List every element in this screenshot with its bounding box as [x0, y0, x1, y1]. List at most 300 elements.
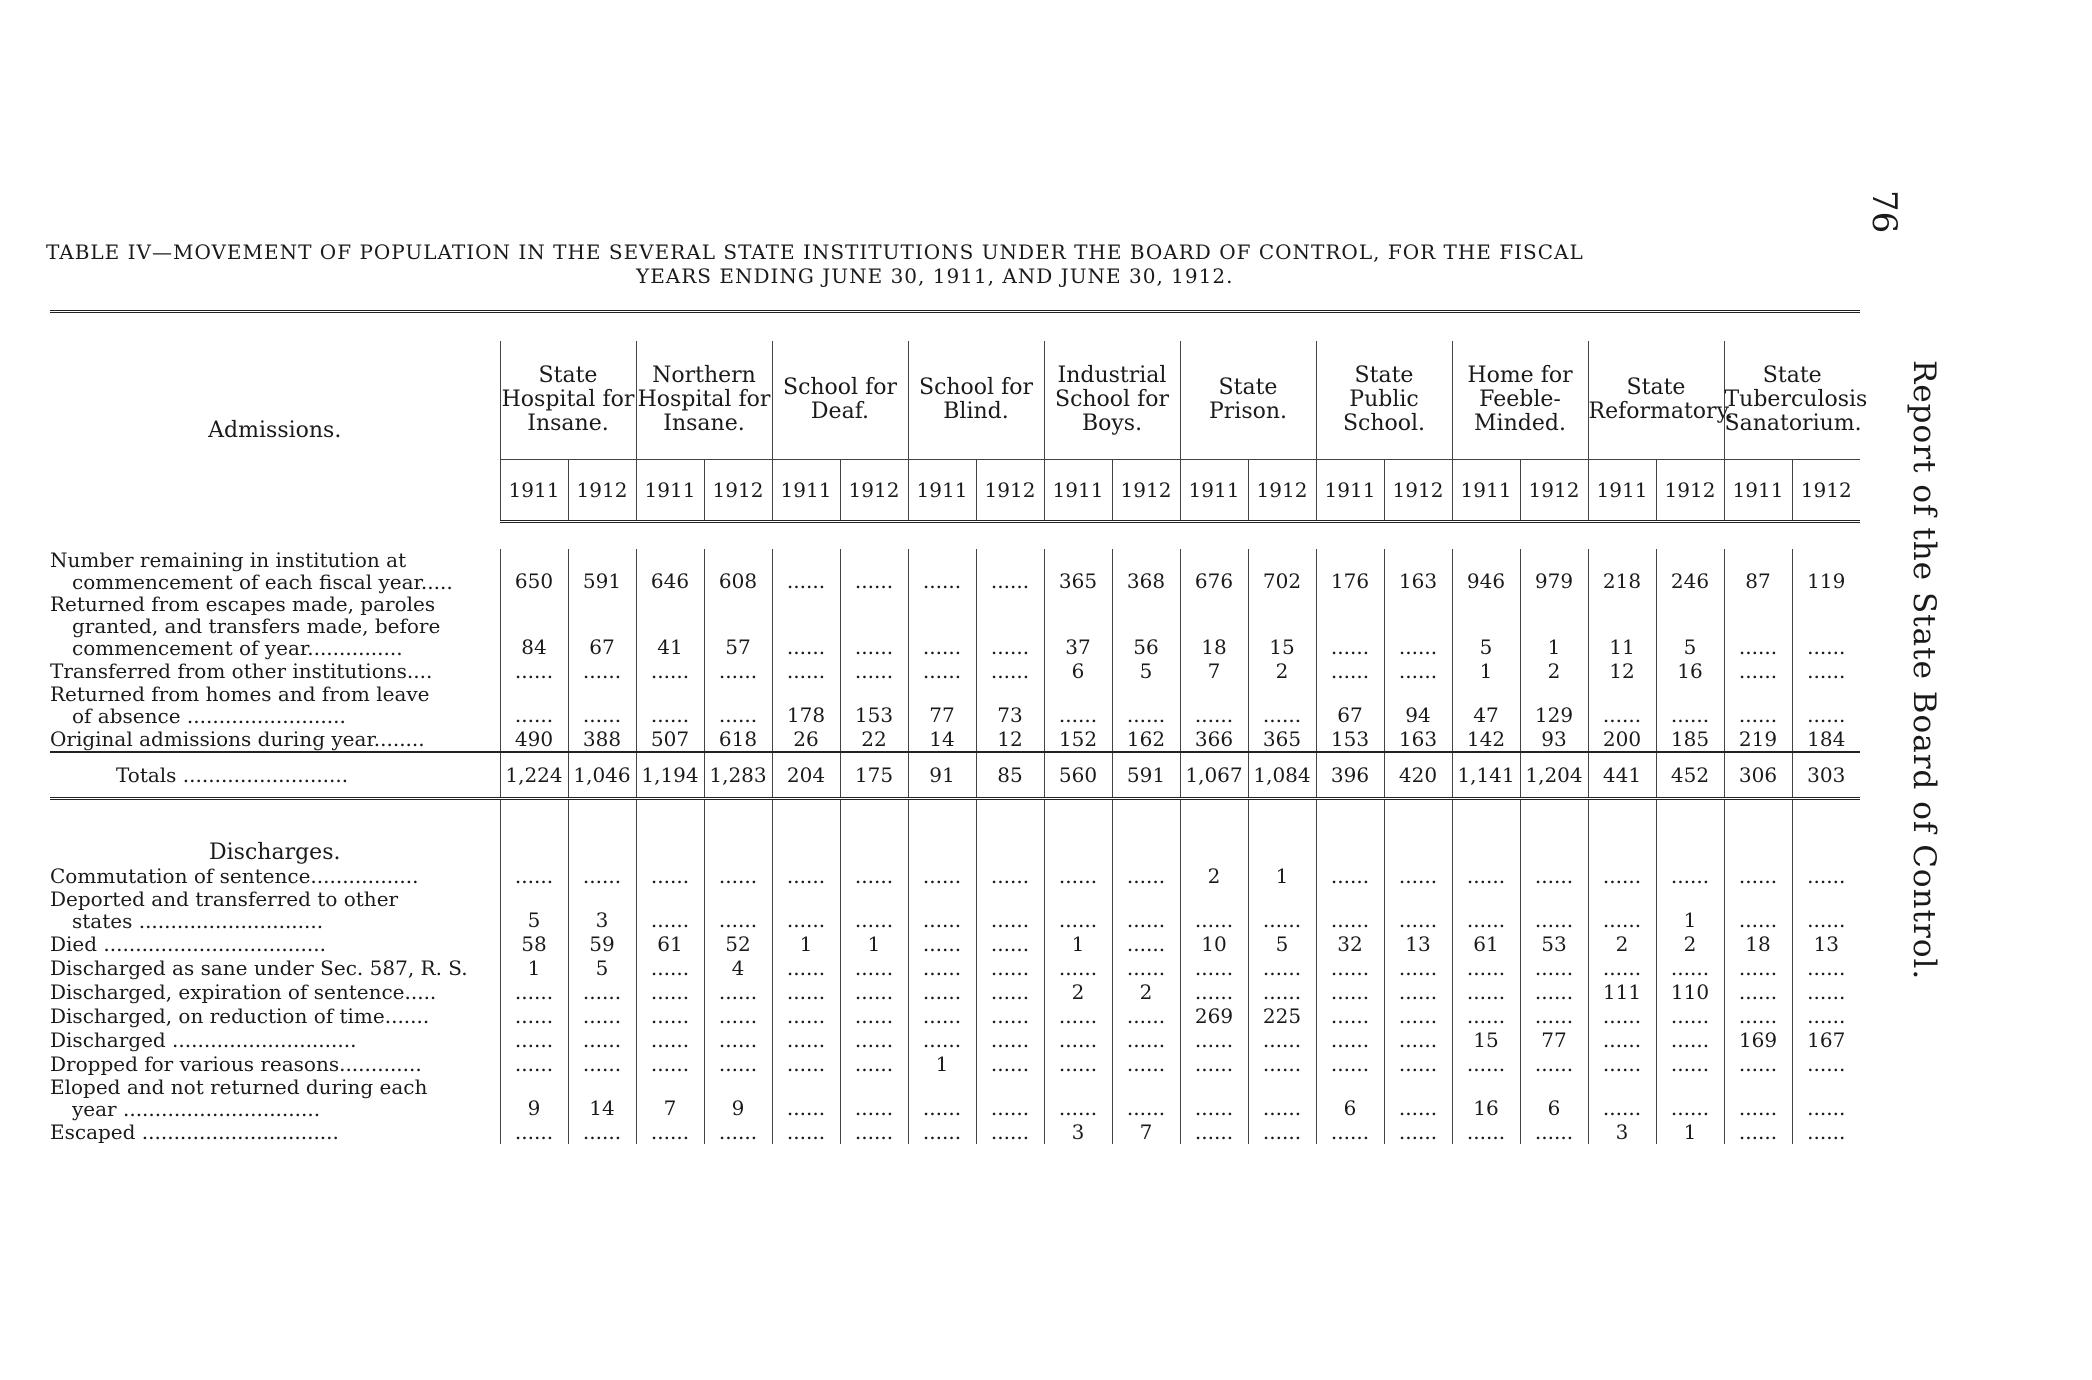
table-cell: 5: [1112, 659, 1180, 683]
table-cell: ......: [636, 888, 704, 932]
year-header: 1911: [636, 460, 704, 522]
table-cell: ......: [568, 1052, 636, 1076]
row-label: [50, 888, 500, 932]
table-cell: ......: [1248, 956, 1316, 980]
table-cell: 52: [704, 932, 772, 956]
table-cell: 13: [1384, 932, 1452, 956]
totals-cell: 1,194: [636, 752, 704, 799]
table-cell: ......: [636, 659, 704, 683]
table-cell: ......: [1112, 956, 1180, 980]
table-cell: ......: [1724, 1076, 1792, 1120]
table-cell: ......: [1384, 1052, 1452, 1076]
table-cell: 185: [1656, 727, 1724, 752]
table-cell: ......: [1044, 1028, 1112, 1052]
table-cell: ......: [1452, 888, 1520, 932]
institution-header: State Tuberculosis Sanatorium.: [1724, 341, 1860, 460]
table-cell: ......: [1316, 864, 1384, 888]
table-cell: ......: [1316, 1028, 1384, 1052]
table-cell: ......: [1316, 593, 1384, 659]
table-cell: ......: [704, 1004, 772, 1028]
table-cell: ......: [976, 1076, 1044, 1120]
empty-cell: [908, 799, 976, 865]
table-cell: ......: [908, 1120, 976, 1144]
table-cell: 167: [1792, 1028, 1860, 1052]
table-cell: 5: [500, 888, 568, 932]
table-cell: 16: [1452, 1076, 1520, 1120]
table-cell: 119: [1792, 549, 1860, 593]
table-cell: ......: [1792, 1004, 1860, 1028]
institution-header: State Hospital for Insane.: [500, 341, 636, 460]
table-cell: 365: [1248, 727, 1316, 752]
table-cell: ......: [1792, 683, 1860, 727]
table-cell: ......: [772, 1076, 840, 1120]
table-cell: 84: [500, 593, 568, 659]
table-cell: 490: [500, 727, 568, 752]
table-cell: ......: [908, 980, 976, 1004]
table-cell: 26: [772, 727, 840, 752]
table-cell: ......: [1384, 659, 1452, 683]
empty-cell: [500, 799, 568, 865]
empty-cell: [1588, 799, 1656, 865]
table-cell: 22: [840, 727, 908, 752]
totals-row: [50, 752, 1860, 799]
table-cell: ......: [568, 980, 636, 1004]
empty-cell: [1656, 799, 1724, 865]
table-cell: ......: [976, 932, 1044, 956]
row-label-line: Returned from escapes made, paroles: [50, 592, 436, 616]
empty-cell: [976, 799, 1044, 865]
table-cell: 142: [1452, 727, 1520, 752]
table-cell: ......: [636, 1028, 704, 1052]
table-cell: ......: [1180, 683, 1248, 727]
table-title-line-2: YEARS ENDING JUNE 30, 1911, AND JUNE 30, 1912.: [636, 264, 1234, 288]
table-cell: ......: [1248, 1052, 1316, 1076]
empty-cell: [1316, 799, 1384, 865]
table-cell: ......: [840, 1076, 908, 1120]
table-cell: ......: [704, 1120, 772, 1144]
table-cell: ......: [1384, 593, 1452, 659]
table-cell: 1: [1656, 1120, 1724, 1144]
row-label: [50, 593, 500, 659]
table-cell: 3: [568, 888, 636, 932]
year-header: 1911: [500, 460, 568, 522]
row-label-line: Discharged as sane under Sec. 587, R. S.: [50, 956, 468, 980]
institution-header: State Reformatory.: [1588, 341, 1724, 460]
table-cell: ......: [500, 1028, 568, 1052]
table-cell: ......: [908, 888, 976, 932]
table-cell: ......: [1112, 888, 1180, 932]
table-cell: 16: [1656, 659, 1724, 683]
table-row: [50, 980, 1860, 1004]
table-cell: ......: [1588, 1076, 1656, 1120]
table-cell: ......: [908, 1076, 976, 1120]
row-label: [50, 1052, 500, 1076]
table-cell: ......: [1112, 864, 1180, 888]
table-cell: 47: [1452, 683, 1520, 727]
empty-cell: [1520, 799, 1588, 865]
empty-cell: [568, 799, 636, 865]
table-cell: ......: [1112, 1076, 1180, 1120]
table-cell: ......: [704, 683, 772, 727]
row-label-line: year ...............................: [72, 1097, 321, 1121]
table-cell: ......: [1792, 980, 1860, 1004]
empty-cell: [1724, 799, 1792, 865]
table-cell: 1: [908, 1052, 976, 1076]
empty-cell: [1384, 799, 1452, 865]
table-cell: 6: [1316, 1076, 1384, 1120]
table-cell: 3: [1044, 1120, 1112, 1144]
empty-cell: [1180, 799, 1248, 865]
table-cell: ......: [840, 593, 908, 659]
year-header: 1912: [976, 460, 1044, 522]
table-cell: ......: [1520, 980, 1588, 1004]
table-row: [50, 593, 1860, 659]
table-cell: ......: [1792, 888, 1860, 932]
empty-cell: [1452, 799, 1520, 865]
table-cell: 2: [1656, 932, 1724, 956]
table-cell: ......: [840, 1052, 908, 1076]
table-cell: 73: [976, 683, 1044, 727]
table-cell: ......: [1724, 1052, 1792, 1076]
table-cell: ......: [636, 683, 704, 727]
table-cell: ......: [1044, 864, 1112, 888]
row-label: [50, 1028, 500, 1052]
table-cell: ......: [1724, 683, 1792, 727]
table-cell: 11: [1588, 593, 1656, 659]
table-cell: 2: [1180, 864, 1248, 888]
table-cell: 18: [1724, 932, 1792, 956]
table-cell: 87: [1724, 549, 1792, 593]
table-cell: ......: [1792, 1052, 1860, 1076]
table-cell: ......: [1180, 1028, 1248, 1052]
table-cell: ......: [704, 980, 772, 1004]
table-cell: ......: [840, 1120, 908, 1144]
table-cell: ......: [772, 980, 840, 1004]
totals-cell: 1,283: [704, 752, 772, 799]
year-header: 1911: [908, 460, 976, 522]
table-cell: 1: [1520, 593, 1588, 659]
totals-cell: 85: [976, 752, 1044, 799]
table-cell: ......: [1316, 980, 1384, 1004]
table-cell: ......: [1520, 1052, 1588, 1076]
discharges-heading: Discharges.: [209, 840, 341, 865]
totals-cell: 441: [1588, 752, 1656, 799]
table-cell: 129: [1520, 683, 1588, 727]
row-label-line: Original admissions during year........: [50, 727, 425, 751]
table-cell: 41: [636, 593, 704, 659]
table-cell: ......: [1520, 1004, 1588, 1028]
table-cell: ......: [1520, 864, 1588, 888]
empty-cell: [1112, 799, 1180, 865]
table-cell: 9: [704, 1076, 772, 1120]
table-cell: ......: [1112, 1004, 1180, 1028]
table-cell: ......: [500, 1120, 568, 1144]
totals-cell: 204: [772, 752, 840, 799]
institution-header: Industrial School for Boys.: [1044, 341, 1180, 460]
table-cell: 1: [1452, 659, 1520, 683]
table-cell: ......: [1656, 864, 1724, 888]
row-label-line: Escaped ...............................: [50, 1120, 339, 1144]
row-label-line: Returned from homes and from leave: [50, 682, 430, 706]
table-cell: ......: [772, 593, 840, 659]
spacer-row: [50, 522, 1860, 550]
row-label: [50, 980, 500, 1004]
table-cell: ......: [1316, 1004, 1384, 1028]
table-cell: 1: [1656, 888, 1724, 932]
table-cell: ......: [1588, 1028, 1656, 1052]
table-cell: 37: [1044, 593, 1112, 659]
row-label: [50, 683, 500, 727]
table-cell: ......: [840, 980, 908, 1004]
table-cell: 3: [1588, 1120, 1656, 1144]
table-cell: ......: [704, 888, 772, 932]
institution-header: Home for Feeble-Minded.: [1452, 341, 1588, 460]
table-cell: 18: [1180, 593, 1248, 659]
table-cell: 7: [1112, 1120, 1180, 1144]
table-cell: 14: [908, 727, 976, 752]
table-cell: 9: [500, 1076, 568, 1120]
table-cell: ......: [1452, 956, 1520, 980]
table-cell: ......: [1180, 1076, 1248, 1120]
table-cell: 591: [568, 549, 636, 593]
table-cell: ......: [1112, 1052, 1180, 1076]
table-cell: 2: [1112, 980, 1180, 1004]
table-cell: ......: [908, 659, 976, 683]
table-cell: ......: [772, 864, 840, 888]
table-cell: ......: [976, 1028, 1044, 1052]
table-cell: 6: [1520, 1076, 1588, 1120]
table-cell: ......: [1588, 1004, 1656, 1028]
table-cell: ......: [1724, 864, 1792, 888]
table-cell: ......: [704, 1028, 772, 1052]
table-cell: ......: [568, 1028, 636, 1052]
totals-cell: 1,141: [1452, 752, 1520, 799]
row-label: [50, 1076, 500, 1120]
row-label-line: Discharged, on reduction of time.......: [50, 1004, 430, 1028]
admissions-header: Admissions.: [208, 418, 342, 444]
table-cell: ......: [1724, 980, 1792, 1004]
table-cell: ......: [1112, 683, 1180, 727]
table-cell: ......: [1044, 683, 1112, 727]
table-cell: 61: [1452, 932, 1520, 956]
table-cell: 388: [568, 727, 636, 752]
table-cell: ......: [568, 683, 636, 727]
table-cell: 2: [1588, 932, 1656, 956]
table-cell: 176: [1316, 549, 1384, 593]
table-cell: 608: [704, 549, 772, 593]
table-cell: ......: [1724, 1120, 1792, 1144]
table-cell: ......: [1656, 1076, 1724, 1120]
table-cell: ......: [1044, 956, 1112, 980]
table-cell: ......: [908, 549, 976, 593]
totals-cell: 560: [1044, 752, 1112, 799]
table-cell: ......: [840, 864, 908, 888]
table-cell: ......: [1384, 956, 1452, 980]
table-cell: 57: [704, 593, 772, 659]
table-cell: ......: [1316, 1120, 1384, 1144]
table-cell: 6: [1044, 659, 1112, 683]
table-cell: ......: [1520, 888, 1588, 932]
table-cell: ......: [1384, 888, 1452, 932]
institution-header: Northern Hospital for Insane.: [636, 341, 772, 460]
table-cell: 94: [1384, 683, 1452, 727]
table-cell: 218: [1588, 549, 1656, 593]
table-cell: 153: [840, 683, 908, 727]
table-cell: ......: [636, 980, 704, 1004]
table-cell: 1: [1248, 864, 1316, 888]
table-cell: 702: [1248, 549, 1316, 593]
row-label-line: Discharged, expiration of sentence.....: [50, 980, 437, 1004]
table-row: [50, 1120, 1860, 1144]
top-rule: [50, 312, 1860, 342]
year-header: 1912: [704, 460, 772, 522]
table-cell: ......: [500, 864, 568, 888]
table-cell: 77: [1520, 1028, 1588, 1052]
table-cell: 225: [1248, 1004, 1316, 1028]
row-label-line: Transferred from other institutions....: [50, 659, 433, 683]
table-cell: 946: [1452, 549, 1520, 593]
table-cell: 618: [704, 727, 772, 752]
table-title: [46, 240, 1826, 288]
row-label-line: Deported and transferred to other: [50, 887, 399, 911]
table-cell: ......: [1656, 1052, 1724, 1076]
table-row: [50, 1052, 1860, 1076]
table-cell: ......: [1044, 888, 1112, 932]
table-cell: ......: [1180, 1052, 1248, 1076]
table-cell: ......: [1724, 888, 1792, 932]
table-cell: 153: [1316, 727, 1384, 752]
table-cell: ......: [840, 549, 908, 593]
row-label-line: Eloped and not returned during each: [50, 1075, 428, 1099]
table-title-line-1: TABLE IV—MOVEMENT OF POPULATION IN THE SEVERAL STATE INSTITUTIONS UNDER THE BOARD OF CONTROL, FOR THE FISCAL: [46, 240, 1584, 264]
table-row: [50, 864, 1860, 888]
table-cell: 507: [636, 727, 704, 752]
table-cell: ......: [1248, 980, 1316, 1004]
table-cell: ......: [1656, 1004, 1724, 1028]
table-cell: 1: [1044, 932, 1112, 956]
year-header: 1911: [772, 460, 840, 522]
table-cell: ......: [840, 956, 908, 980]
row-label-line: Number remaining in institution at: [50, 548, 407, 572]
totals-cell: 306: [1724, 752, 1792, 799]
table-cell: ......: [500, 1052, 568, 1076]
table-cell: 12: [976, 727, 1044, 752]
row-label: [50, 549, 500, 593]
table-cell: ......: [976, 1120, 1044, 1144]
table-cell: ......: [1724, 659, 1792, 683]
table-cell: ......: [568, 659, 636, 683]
table-cell: ......: [976, 888, 1044, 932]
table-cell: 13: [1792, 932, 1860, 956]
table-cell: ......: [500, 683, 568, 727]
page-number: 76: [1864, 190, 1904, 234]
table-cell: ......: [1384, 1120, 1452, 1144]
totals-cell: 1,067: [1180, 752, 1248, 799]
table-cell: 32: [1316, 932, 1384, 956]
table-cell: 650: [500, 549, 568, 593]
empty-cell: [1792, 799, 1860, 865]
table-cell: ......: [1520, 956, 1588, 980]
row-label-line: Commutation of sentence.................: [50, 864, 419, 888]
table-cell: 184: [1792, 727, 1860, 752]
table-row: [50, 1004, 1860, 1028]
table-cell: ......: [976, 1052, 1044, 1076]
empty-cell: [1248, 799, 1316, 865]
empty-cell: [636, 799, 704, 865]
table-cell: 2: [1044, 980, 1112, 1004]
table-cell: ......: [976, 659, 1044, 683]
table-cell: ......: [1316, 1052, 1384, 1076]
row-label: [50, 727, 500, 752]
table-row: [50, 888, 1860, 932]
empty-cell: [1044, 799, 1112, 865]
row-label-line: Died ...................................: [50, 932, 326, 956]
table-cell: ......: [1452, 1052, 1520, 1076]
table-row: [50, 1028, 1860, 1052]
row-label-line: Dropped for various reasons.............: [50, 1052, 422, 1076]
totals-cell: 175: [840, 752, 908, 799]
table-cell: ......: [908, 593, 976, 659]
year-header: 1912: [1248, 460, 1316, 522]
table-cell: ......: [1384, 1004, 1452, 1028]
table-cell: ......: [772, 1004, 840, 1028]
table-cell: ......: [1248, 1028, 1316, 1052]
table-cell: 61: [636, 932, 704, 956]
table-cell: 676: [1180, 549, 1248, 593]
table-cell: 93: [1520, 727, 1588, 752]
totals-cell: 1,046: [568, 752, 636, 799]
row-label-line: granted, and transfers made, before: [72, 614, 441, 638]
table-cell: ......: [1520, 1120, 1588, 1144]
table-cell: ......: [772, 659, 840, 683]
row-label-line: commencement of each fiscal year.....: [72, 570, 453, 594]
table-cell: ......: [1656, 956, 1724, 980]
empty-cell: [704, 799, 772, 865]
table-cell: ......: [636, 1004, 704, 1028]
table-cell: ......: [568, 1120, 636, 1144]
table-cell: ......: [1384, 864, 1452, 888]
row-label: [50, 659, 500, 683]
table-cell: ......: [1792, 864, 1860, 888]
table-cell: 7: [1180, 659, 1248, 683]
table-row: [50, 956, 1860, 980]
table-cell: ......: [636, 864, 704, 888]
table-cell: ......: [1792, 1076, 1860, 1120]
table-cell: ......: [636, 956, 704, 980]
table-cell: 169: [1724, 1028, 1792, 1052]
table-cell: ......: [772, 956, 840, 980]
year-header: 1911: [1316, 460, 1384, 522]
table-cell: ......: [1452, 1120, 1520, 1144]
year-header: 1911: [1180, 460, 1248, 522]
table-cell: ......: [772, 1028, 840, 1052]
row-label: [50, 1120, 500, 1144]
year-header: 1912: [568, 460, 636, 522]
row-label: [50, 864, 500, 888]
totals-cell: 1,204: [1520, 752, 1588, 799]
table-cell: ......: [1248, 888, 1316, 932]
table-cell: ......: [1792, 956, 1860, 980]
table-cell: ......: [568, 1004, 636, 1028]
totals-cell: 1,224: [500, 752, 568, 799]
table-cell: ......: [1316, 888, 1384, 932]
table-cell: ......: [1588, 888, 1656, 932]
table-cell: 4: [704, 956, 772, 980]
table-cell: 12: [1588, 659, 1656, 683]
table-cell: 219: [1724, 727, 1792, 752]
table-cell: ......: [500, 659, 568, 683]
institution-header: State Prison.: [1180, 341, 1316, 460]
